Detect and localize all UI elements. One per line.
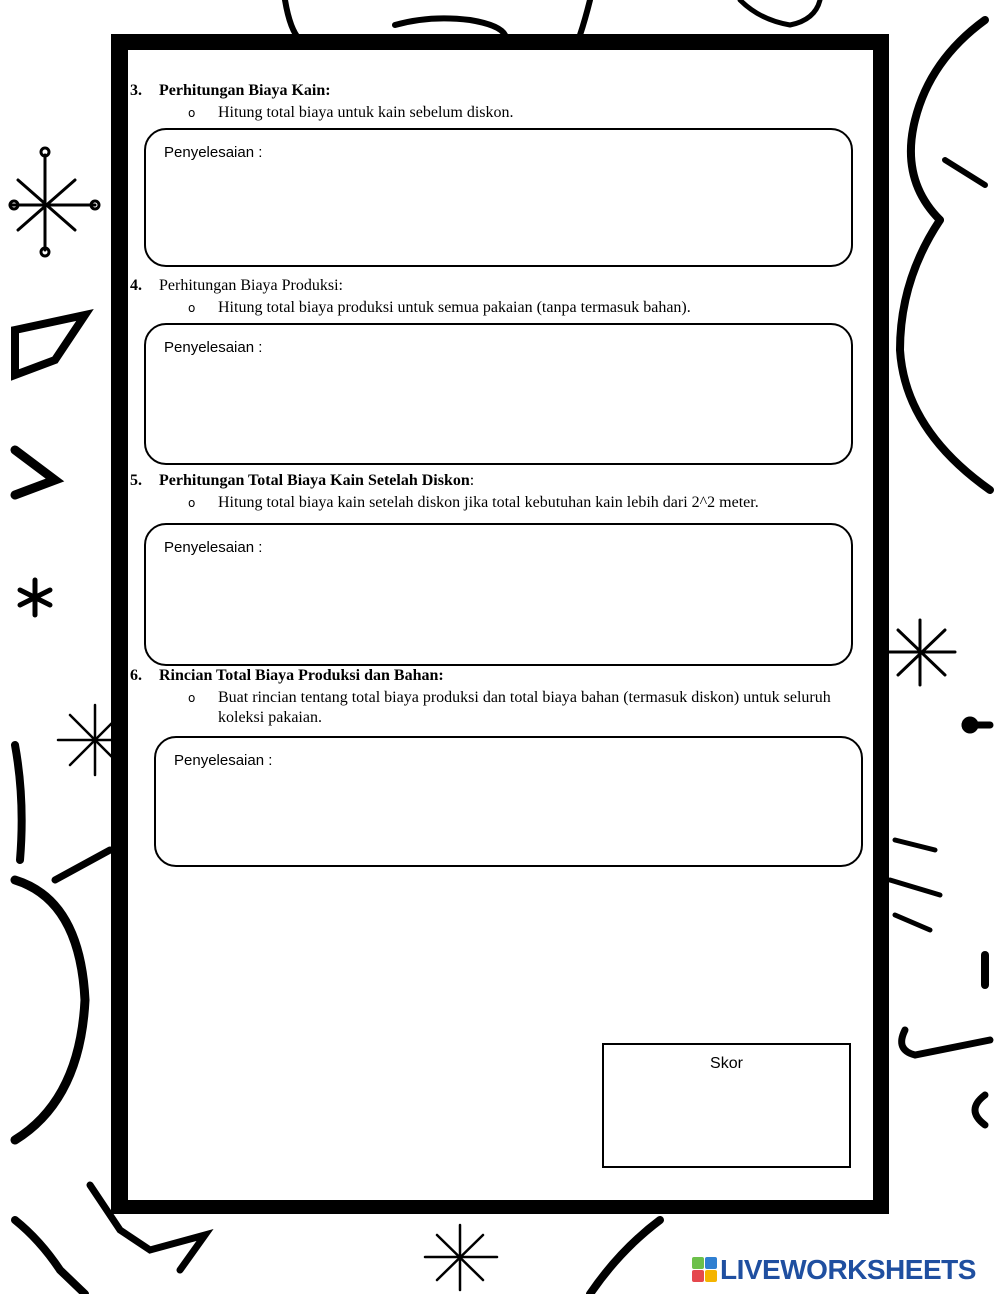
answer-box-6[interactable]: Penyelesaian : xyxy=(154,736,863,867)
question-5-instruction: o Hitung total biaya kain setelah diskon jika total kebutuhan kain lebih dari 2^2 meter. xyxy=(188,494,759,511)
brand-name: LIVEWORKSHEETS xyxy=(720,1254,976,1285)
bullet-icon: o xyxy=(188,691,196,705)
score-box[interactable] xyxy=(602,1043,851,1168)
question-3-heading: Perhitungan Biaya Kain: xyxy=(159,82,331,99)
question-3-instruction: o Hitung total biaya untuk kain sebelum diskon. xyxy=(188,104,514,121)
question-5-heading: Perhitungan Total Biaya Kain Setelah Diskon xyxy=(159,472,470,489)
question-4-heading: Perhitungan Biaya Produksi: xyxy=(159,277,343,294)
answer-box-3[interactable]: Penyelesaian : xyxy=(144,128,853,267)
answer-box-4[interactable]: Penyelesaian : xyxy=(144,323,853,465)
question-4-title: 4. Perhitungan Biaya Produksi: xyxy=(130,277,343,294)
question-6-instruction: o Buat rincian tentang total biaya produksi dan total biaya bahan (termasuk diskon) untuk seluruh koleksi pakaian. xyxy=(188,689,831,726)
answer-box-5[interactable]: Penyelesaian : xyxy=(144,523,853,666)
question-3-title: 3. Perhitungan Biaya Kain: xyxy=(130,82,331,99)
liveworksheets-logo-icon xyxy=(692,1257,718,1283)
bullet-icon: o xyxy=(188,301,196,315)
worksheet-page xyxy=(128,50,873,1200)
bullet-icon: o xyxy=(188,106,196,120)
question-6-heading: Rincian Total Biaya Produksi dan Bahan: xyxy=(159,667,444,684)
question-6-title: 6. Rincian Total Biaya Produksi dan Bahan: xyxy=(130,667,444,684)
question-4-instruction: o Hitung total biaya produksi untuk semua pakaian (tanpa termasuk bahan). xyxy=(188,299,691,316)
question-5-title: 5. Perhitungan Total Biaya Kain Setelah Diskon: xyxy=(130,472,475,489)
liveworksheets-logo xyxy=(692,1254,976,1286)
snowflake-icon xyxy=(10,148,99,256)
bullet-icon: o xyxy=(188,496,196,510)
score-label: Skor xyxy=(710,1055,743,1072)
